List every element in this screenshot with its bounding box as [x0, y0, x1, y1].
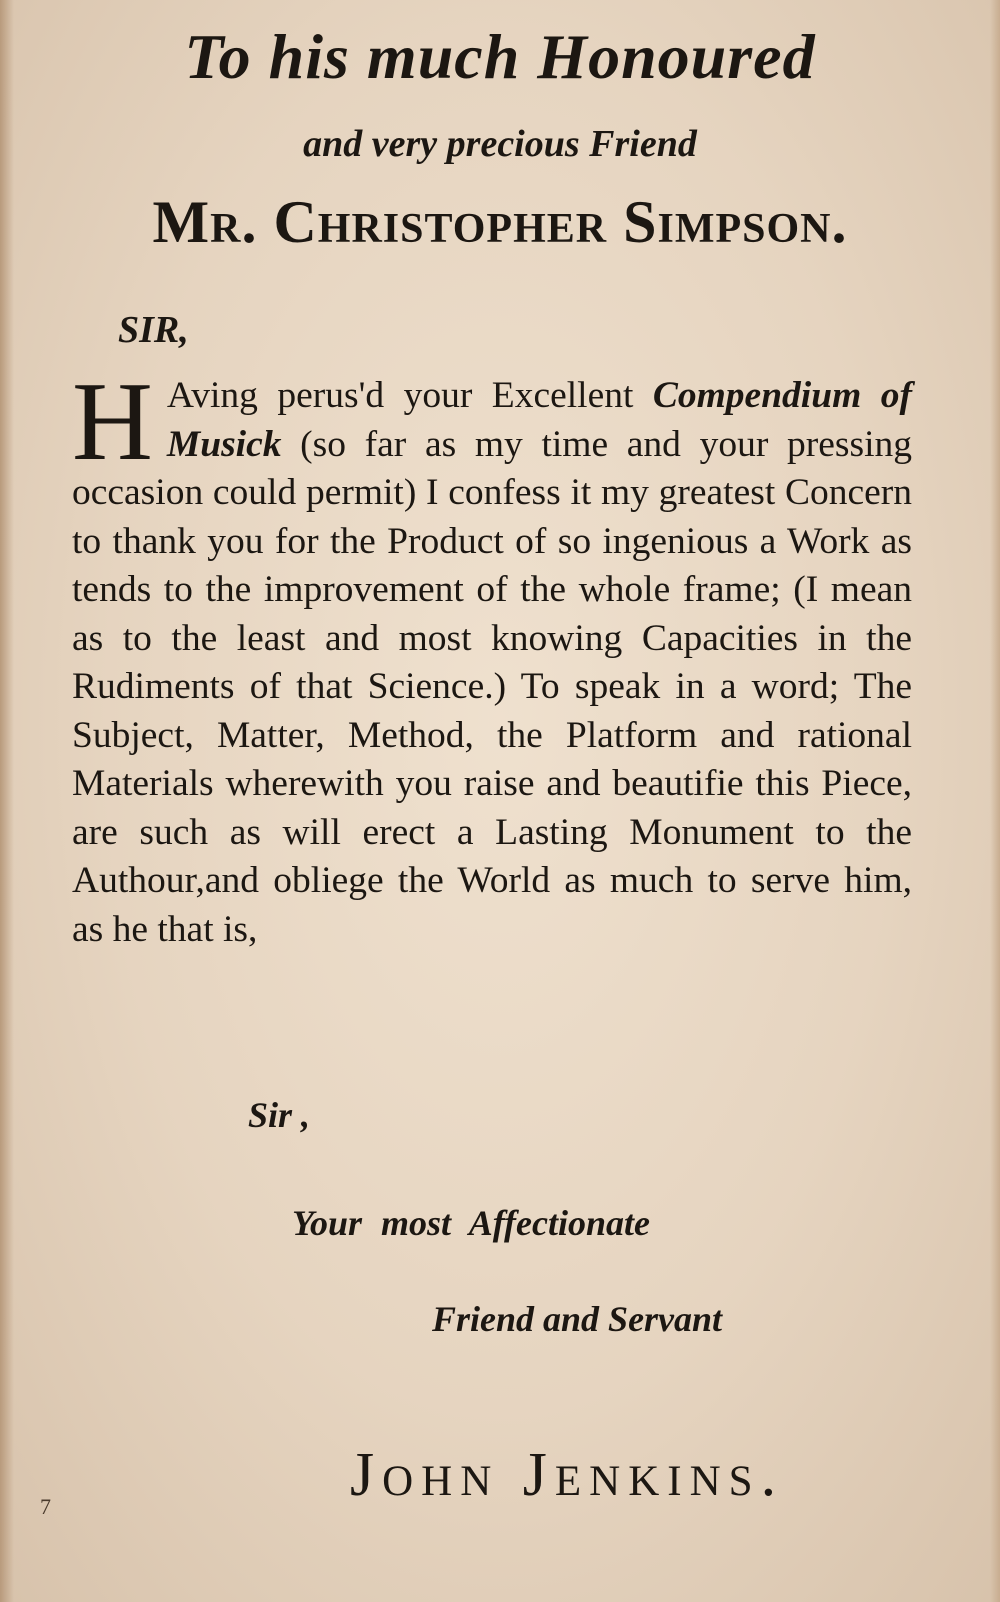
body-run: (so far as my time and your pressing occasion could permit) I confess it my greatest Concern to thank you for the Product of so ingenious a Work as tends to the improvement of the whole frame; (I mean as to the least and most knowing Capacities in the Rudiments of that Science.) To speak in a word; The Subject, Matter, Method, the Platform and rational Materials wherewith you raise and beautifie this Piece, are such as will erect a Lasting Monument to the Authour,and obliege the World as much to serve him, as he that is, [72, 423, 912, 950]
drop-cap: H [72, 360, 153, 484]
closing-address: Sir , [248, 1095, 311, 1135]
closing-valediction-2: Friend and Servant [432, 1299, 723, 1339]
closing-valediction: Your most Affectionate [292, 1203, 651, 1243]
dedication-subheading: and very precious Friend [303, 123, 697, 165]
book-title: Compendium of Musick [166, 375, 912, 465]
dedicatee-name: Mr. Christopher Simpson. [152, 189, 848, 255]
letter-body [72, 360, 912, 954]
margin-mark: 7 [40, 1494, 51, 1519]
letter-salutation: SIR, [118, 309, 189, 351]
dedication-heading: To his much Honoured [184, 21, 816, 92]
signature: John Jenkins. [350, 1441, 785, 1509]
body-run: Aving perus'd your Excellent [166, 375, 653, 416]
